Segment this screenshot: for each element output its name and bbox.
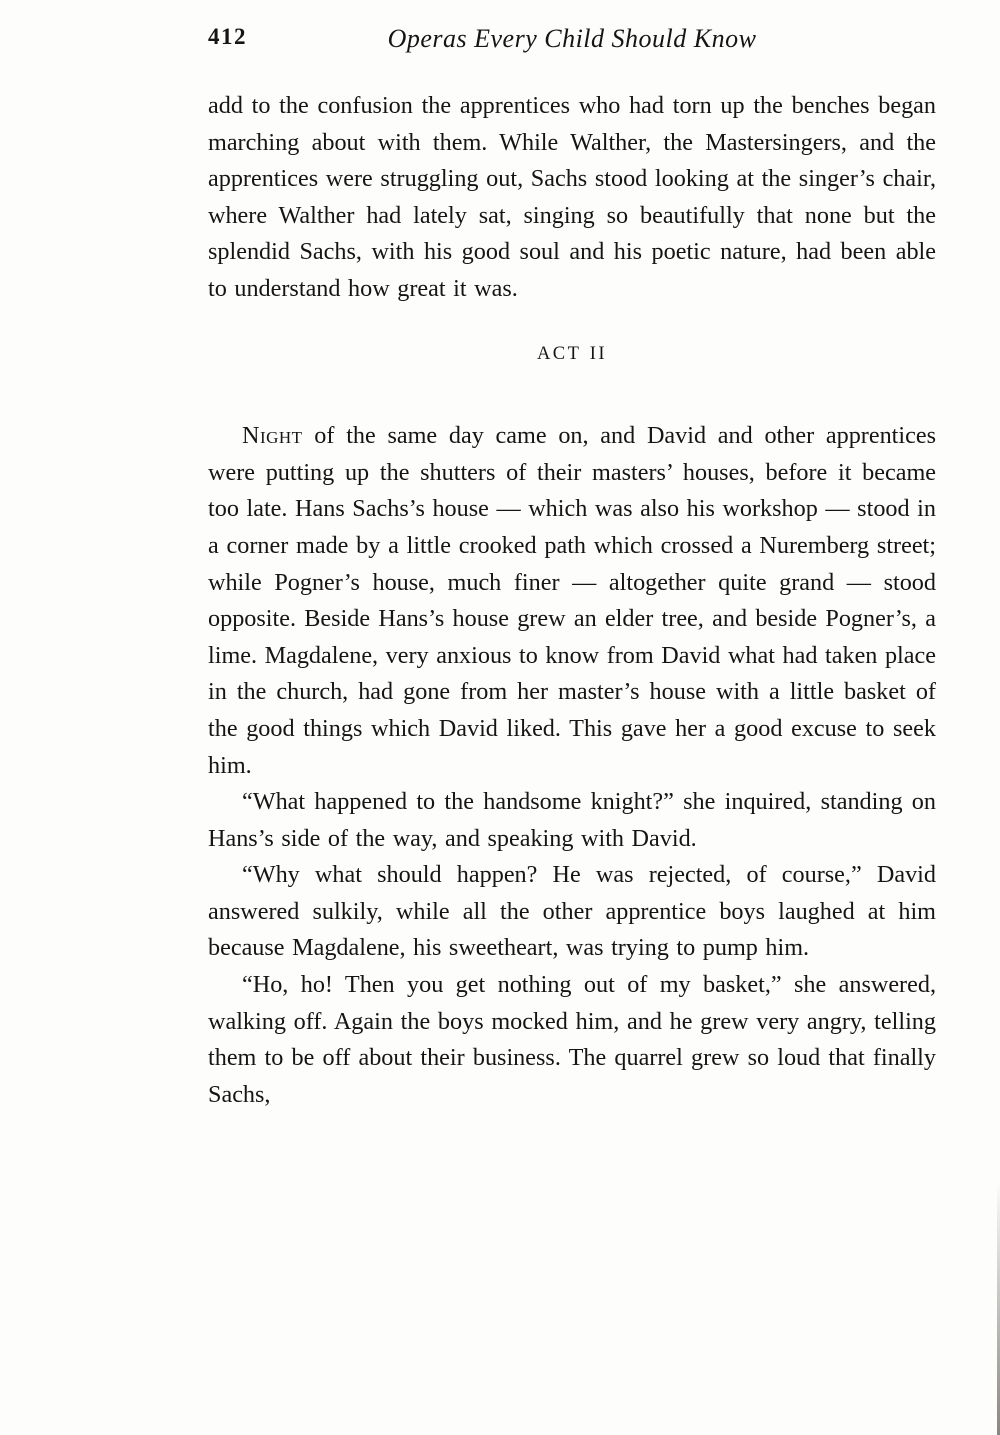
paragraph-2-text: of the same day came on, and David and other apprentices were putting up the shutters of their masters’ houses, before it became too late. Hans Sachs’s house — which was also his workshop — stood in a corner made by a little crooked path which crossed a Nuremberg street; while Pogner’s house, much finer — altogether quite grand — stood opposite. Beside Hans’s house grew an elder tree, and beside Pogner’s, a lime. Magdalene, very anxious to know from David what had taken place in the church, had gone from her master’s house with a little basket of the good things which David liked. This gave her a good excuse to seek him. <box>208 422 936 779</box>
paragraph-3: “What happened to the handsome knight?” she inquired, standing on Hans’s side of the way, and speaking with David. <box>208 788 936 852</box>
paragraph-2 <box>208 418 936 784</box>
page-header <box>208 0 936 62</box>
running-title: Operas Every Child Should Know <box>387 24 757 53</box>
paragraph-5: “Ho, ho! Then you get nothing out of my basket,” she answered, walking off. Again the boys mocked him, and he grew very angry, telling them to be off about their business. The quarrel grew so loud that finally Sachs, <box>208 971 936 1108</box>
act-heading: ACT II <box>536 343 608 364</box>
paragraph-1: add to the confusion the apprentices who had torn up the benches began marching about with them. While Walther, the Mastersingers, and the apprentices were struggling out, Sachs stood looking at the singer’s chair, where Walther had lately sat, singing so beautifully that none but the splendid Sachs, with his good soul and his poetic nature, had been able to understand how great it was. <box>208 92 936 302</box>
body-text <box>208 88 936 1113</box>
paragraph-4: “Why what should happen? He was rejected, of course,” David answered sulkily, while all the other apprentice boys laughed at him because Magdalene, his sweetheart, was trying to pump him. <box>208 861 936 962</box>
page-number: 412 <box>208 24 247 49</box>
paragraph-2-lead: Night <box>242 422 303 450</box>
